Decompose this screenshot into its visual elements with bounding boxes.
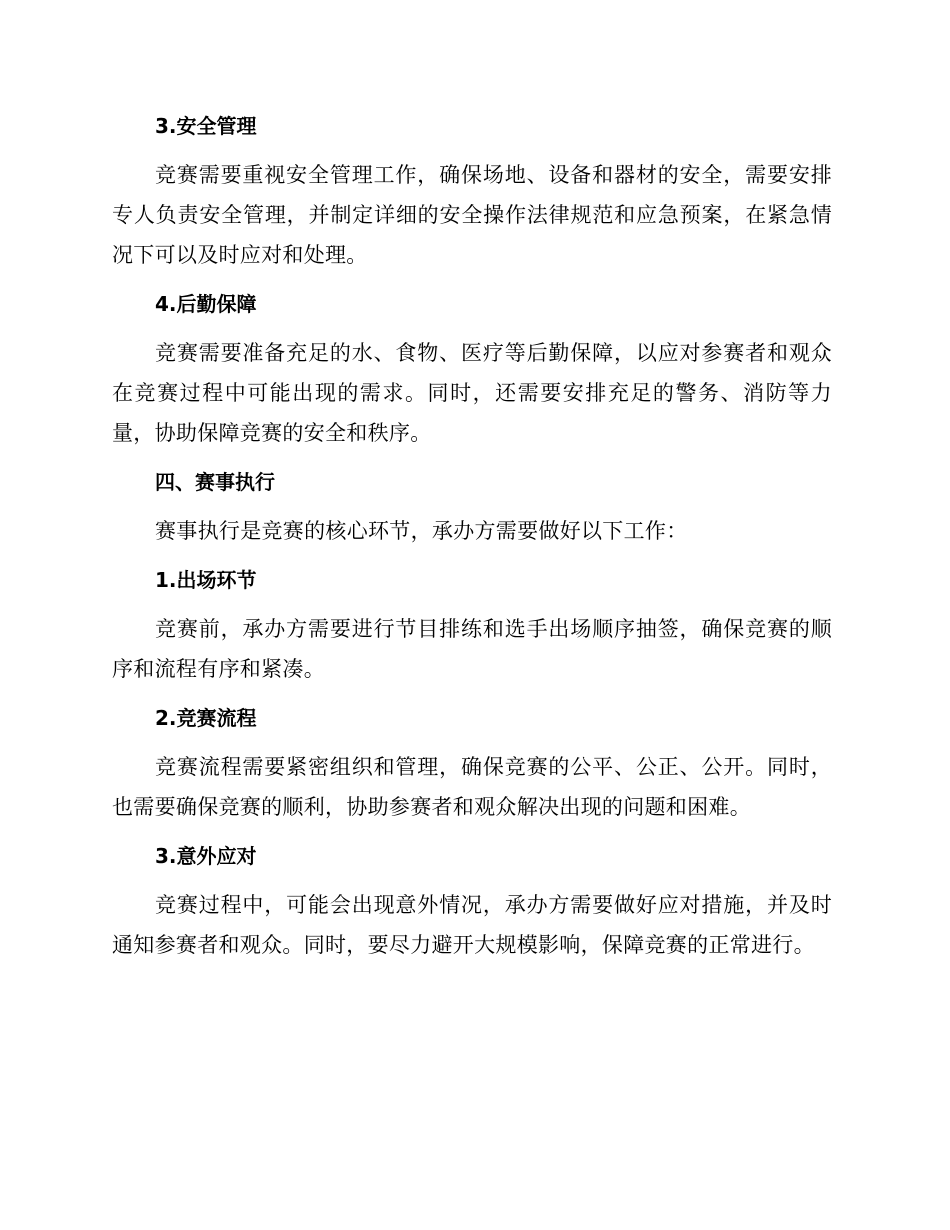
section-heading-logistics: 4.后勤保障: [155, 292, 257, 316]
section-paragraph-safety: 竞赛需要重视安全管理工作，确保场地、设备和器材的安全，需要安排专人负责安全管理，并制定详细的安全操作法律规范和应急预案，在紧急情况下可以及时应对和处理。: [112, 163, 832, 267]
section-heading-process: 2.竞赛流程: [155, 706, 257, 730]
document-page: [112, 103, 832, 971]
section-heading-execution: 四、赛事执行: [155, 470, 275, 494]
section-heading-entrance: 1.出场环节: [155, 568, 257, 592]
section-heading-contingency: 3.意外应对: [155, 844, 257, 868]
section-paragraph-logistics: 竞赛需要准备充足的水、食物、医疗等后勤保障，以应对参赛者和观众在竞赛过程中可能出现的需求。同时，还需要安排充足的警务、消防等力量，协助保障竞赛的安全和秩序。: [112, 341, 832, 445]
section-paragraph-contingency: 竞赛过程中，可能会出现意外情况，承办方需要做好应对措施，并及时通知参赛者和观众。同时，要尽力避开大规模影响，保障竞赛的正常进行。: [112, 893, 832, 957]
section-paragraph-process: 竞赛流程需要紧密组织和管理，确保竞赛的公平、公正、公开。同时，也需要确保竞赛的顺利，协助参赛者和观众解决出现的问题和困难。: [112, 755, 832, 819]
section-paragraph-entrance: 竞赛前，承办方需要进行节目排练和选手出场顺序抽签，确保竞赛的顺序和流程有序和紧凑。: [112, 617, 832, 681]
section-paragraph-execution: 赛事执行是竞赛的核心环节，承办方需要做好以下工作：: [155, 519, 688, 543]
section-heading-safety: 3.安全管理: [155, 114, 257, 138]
